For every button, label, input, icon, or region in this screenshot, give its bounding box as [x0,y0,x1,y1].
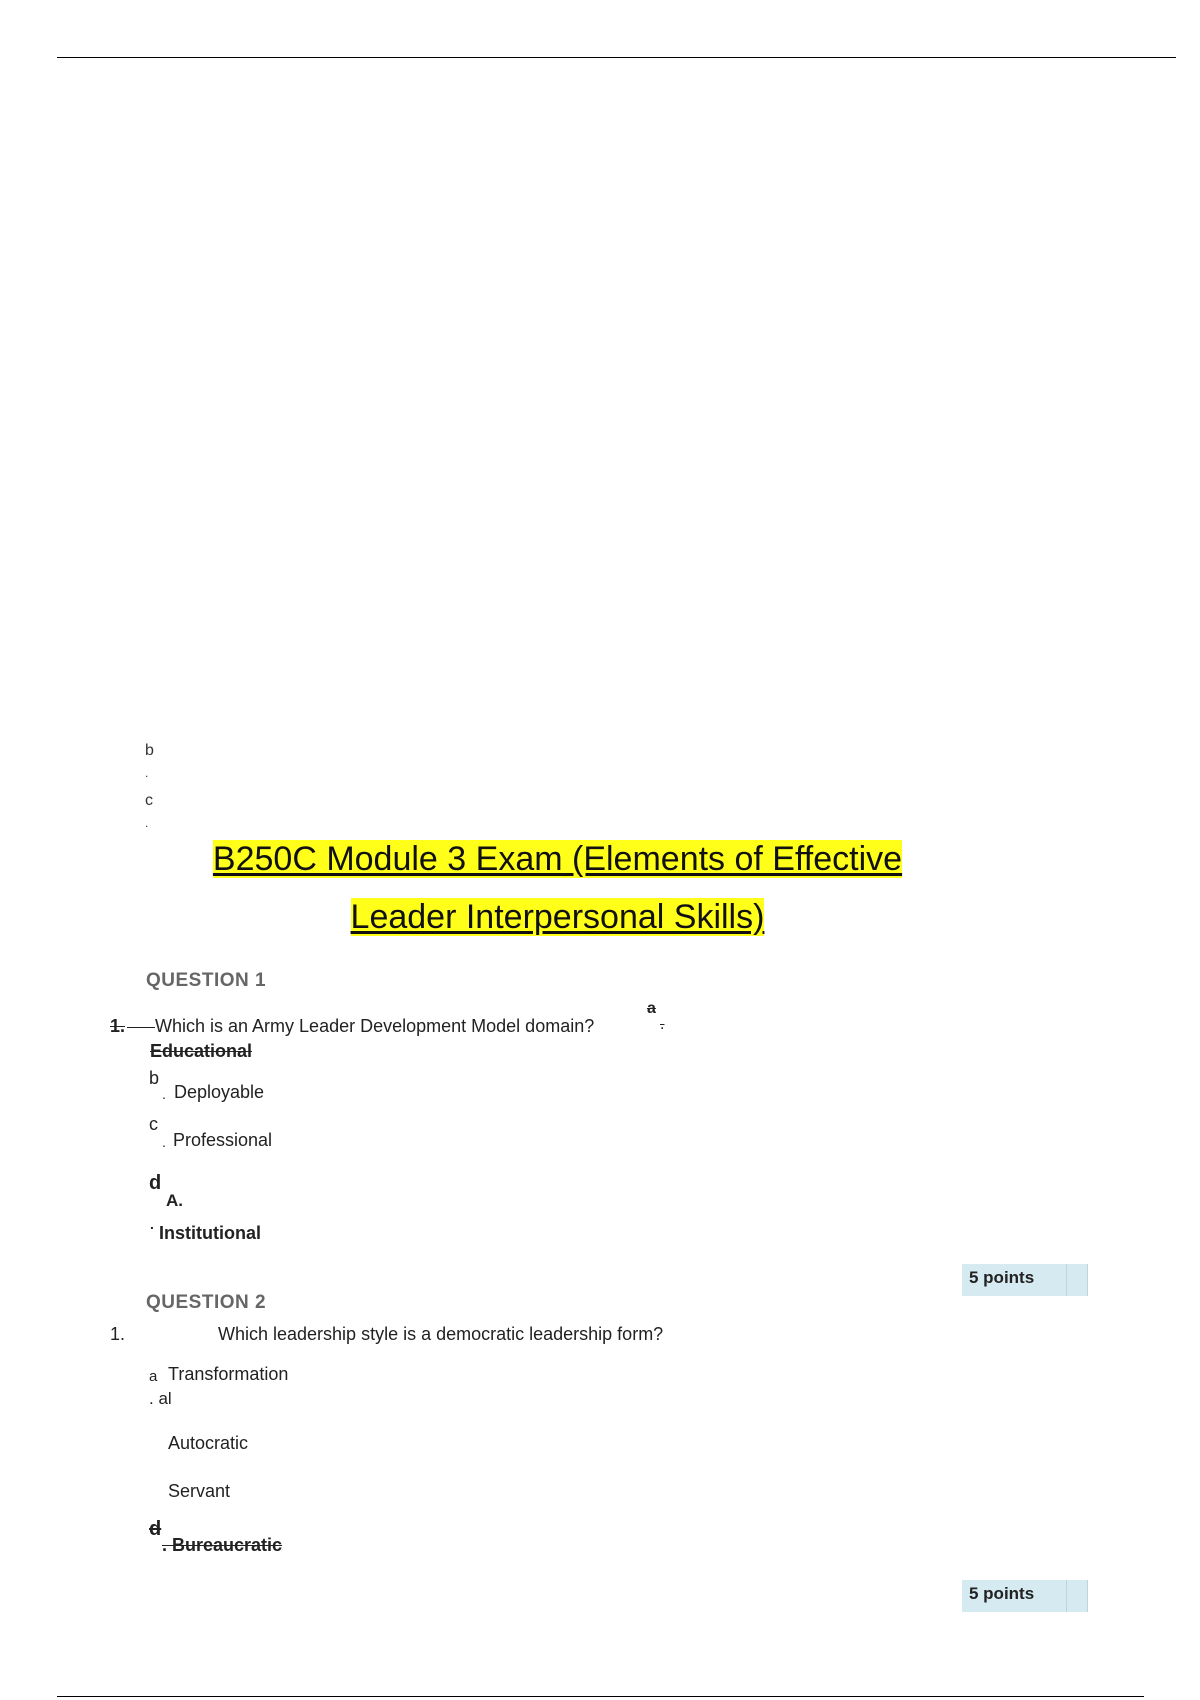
title-line-2: Leader Interpersonal Skills) [350,898,765,936]
question-1-row [110,1016,594,1037]
q1-option-b-text: Deployable [174,1082,265,1102]
q1-option-c-text: Professional [173,1130,273,1150]
q1-option-b-dot: . [162,1086,166,1102]
document-title [190,830,925,946]
q2-points-label: 5 points [969,1584,1035,1603]
question-2-number: 1. [110,1324,126,1344]
q2-option-a-text: Transformation [168,1364,289,1384]
bottom-rule [57,1696,1144,1697]
q1-answer-label: A. [166,1191,183,1210]
q2-option-d-letter: d [149,1518,162,1540]
q2-points-badge [962,1580,1088,1612]
q2-option-d-text: . Bureaucratic [162,1535,283,1555]
stray-dot-1: . [145,766,149,780]
q2-option-b-text: Autocratic [168,1433,249,1453]
q2-points-divider [1066,1580,1067,1612]
title-line-1: B250C Module 3 Exam (Elements of Effective [212,840,903,878]
q1-points-divider [1066,1264,1067,1296]
top-rule [57,57,1176,58]
stray-letter-b: b [145,742,154,759]
q1-points-badge [962,1264,1088,1296]
q1-option-a-text: Educational [150,1041,253,1061]
q2-option-a-letter: a [149,1368,158,1385]
q1-option-c-letter: c [149,1114,158,1134]
q1-option-d-dot: . [150,1216,154,1232]
stray-dot-2: . [145,816,149,830]
q1-option-b-letter: b [149,1068,160,1088]
q1-option-a-letter: a [647,1000,656,1017]
q1-option-a-dot: . [660,1016,665,1033]
q1-option-d-text: Institutional [159,1223,261,1243]
question-2-text: Which leadership style is a democratic leadership form? [218,1324,664,1344]
question-1-number: 1. [110,1016,126,1036]
question-1-text: Which is an Army Leader Development Model domain? [155,1016,595,1036]
stray-letter-c: c [145,792,153,809]
strike-dash [127,1027,155,1028]
q2-option-a-continuation: . al [149,1389,172,1408]
q1-option-d-letter: d [149,1172,162,1194]
question-2-heading: QUESTION 2 [146,1292,267,1313]
question-1-heading: QUESTION 1 [146,970,267,991]
q2-option-c-text: Servant [168,1481,231,1501]
q1-option-c-dot: . [162,1134,166,1150]
q1-points-label: 5 points [969,1268,1035,1287]
